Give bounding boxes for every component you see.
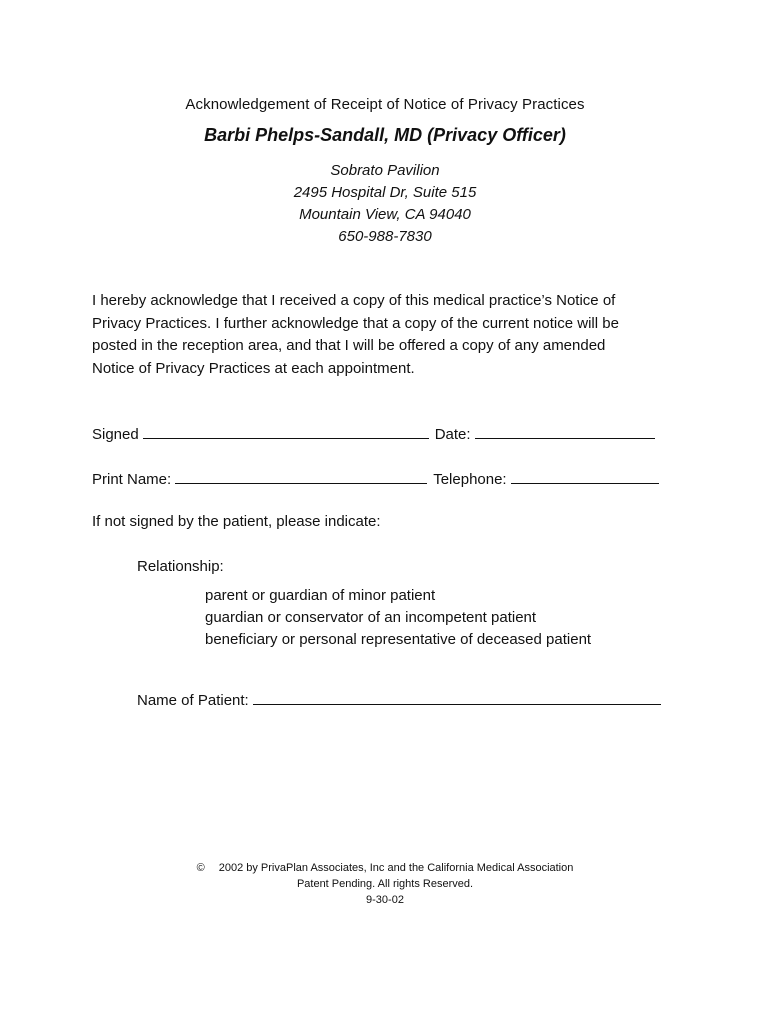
- document-title: Acknowledgement of Receipt of Notice of Privacy Practices: [185, 96, 585, 113]
- print-name-field[interactable]: [175, 469, 427, 484]
- relationship-option[interactable]: beneficiary or personal representative of deceased patient: [205, 631, 592, 648]
- signature-field[interactable]: [143, 424, 429, 439]
- patient-name-row: [137, 690, 667, 709]
- telephone-label: Telephone:: [433, 471, 507, 488]
- relationship-option[interactable]: guardian or conservator of an incompetent patient: [205, 609, 537, 626]
- acknowledgement-paragraph: [92, 290, 692, 380]
- signature-row: [92, 424, 661, 443]
- signed-label: Signed: [92, 426, 139, 443]
- print-name-label: Print Name:: [92, 471, 172, 488]
- relationship-option[interactable]: parent or guardian of minor patient: [205, 587, 436, 604]
- date-label: Date:: [434, 426, 471, 443]
- patient-name-label: Name of Patient:: [137, 692, 249, 709]
- patient-name-field[interactable]: [253, 690, 661, 705]
- revision-date: 9-30-02: [366, 894, 404, 906]
- copyright-line: 2002 by PrivaPlan Associates, Inc and the California Medical Association: [218, 862, 574, 874]
- paragraph-line: posted in the reception area, and that I will be offered a copy of any amended: [92, 337, 606, 354]
- phone-number: 650-988-7830: [338, 228, 432, 245]
- relationship-label: Relationship:: [137, 558, 224, 575]
- rights-line: Patent Pending. All rights Reserved.: [296, 878, 474, 890]
- copyright-icon: ©: [196, 862, 205, 874]
- practice-address: [0, 160, 770, 248]
- privacy-officer-name: Barbi Phelps-Sandall, MD (Privacy Officer): [204, 125, 566, 145]
- paragraph-line: I hereby acknowledge that I received a copy of this medical practice’s Notice of: [92, 292, 616, 309]
- paragraph-line: Privacy Practices. I further acknowledge that a copy of the current notice will be: [92, 314, 619, 332]
- date-field[interactable]: [475, 424, 655, 439]
- telephone-field[interactable]: [511, 469, 659, 484]
- copyright-footer: [0, 860, 770, 908]
- not-signed-instruction: If not signed by the patient, please indicate:: [92, 513, 381, 530]
- address-line: Mountain View, CA 94040: [299, 206, 471, 223]
- print-name-row: [92, 469, 665, 488]
- address-line: Sobrato Pavilion: [330, 162, 440, 179]
- paragraph-line: Notice of Privacy Practices at each appointment.: [92, 359, 415, 377]
- address-line: 2495 Hospital Dr, Suite 515: [293, 184, 477, 201]
